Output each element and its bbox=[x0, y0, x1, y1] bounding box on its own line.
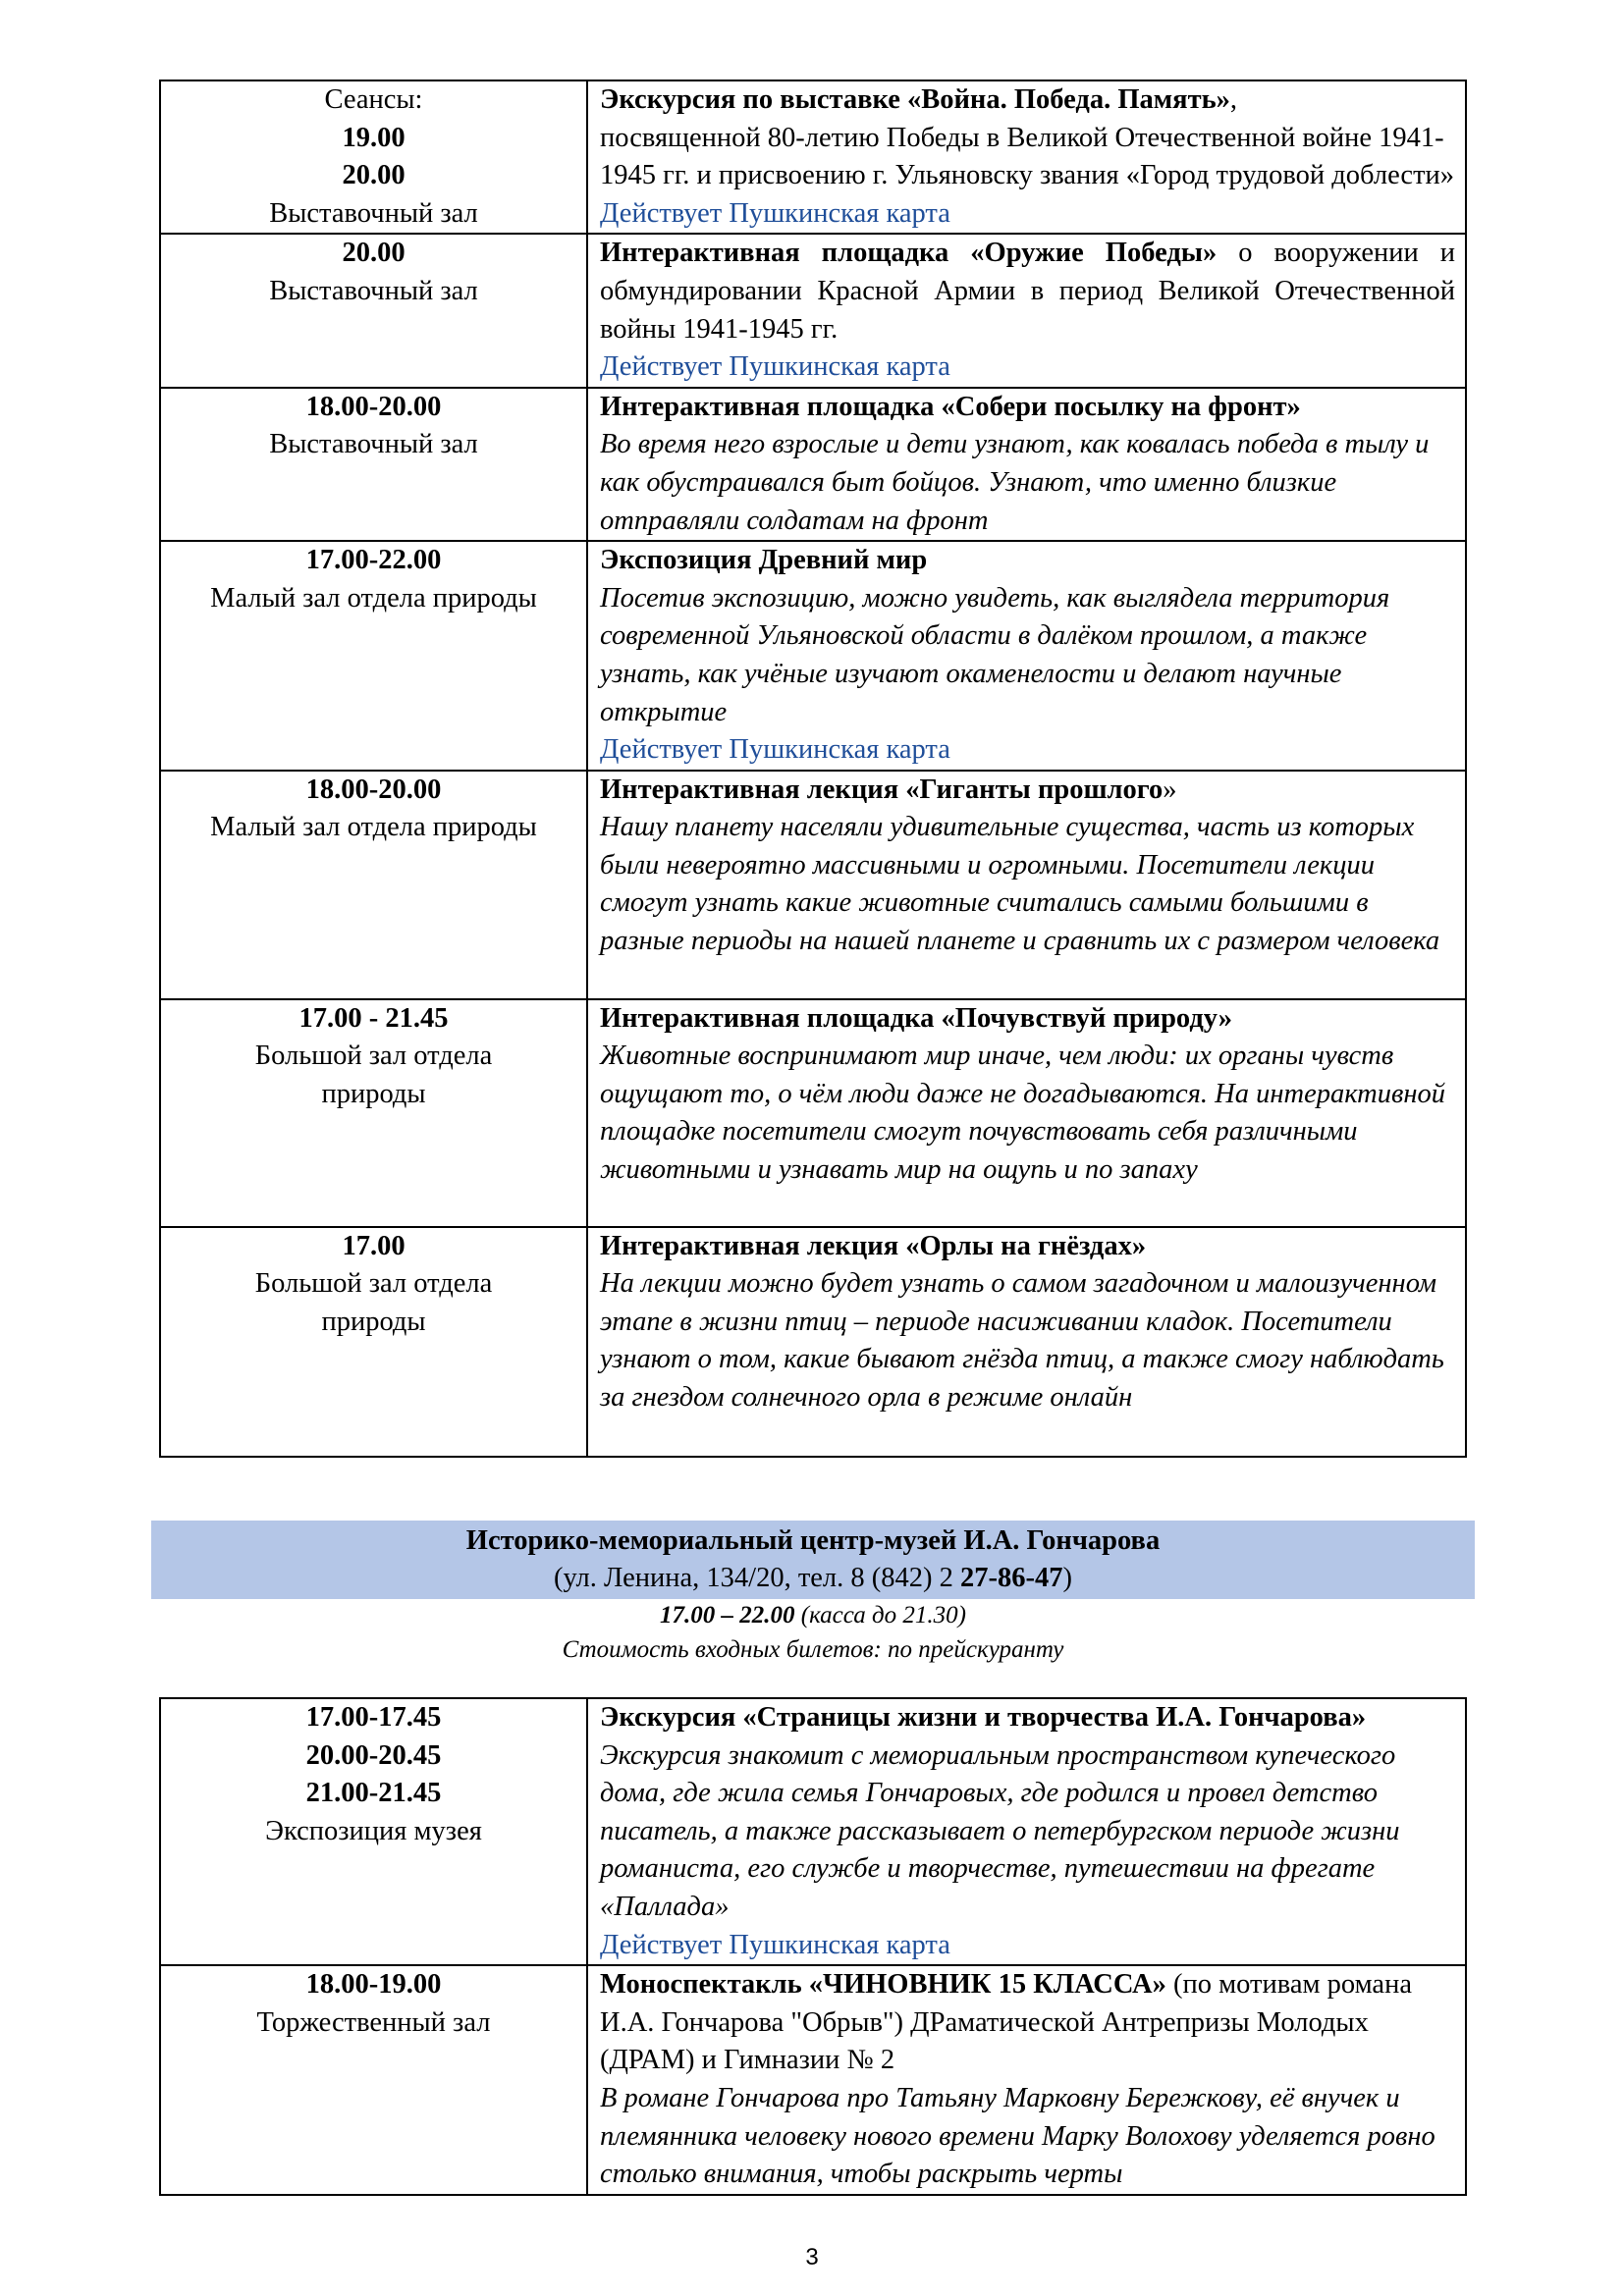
event-cell bbox=[587, 999, 1466, 1227]
pushkin-card-note: Действует Пушкинская карта bbox=[600, 197, 950, 229]
event-title: Моноспектакль «ЧИНОВНИК 15 КЛАССА» bbox=[600, 1969, 1166, 2001]
time-venue-cell bbox=[160, 541, 587, 771]
event-title: Экскурсия «Страницы жизни и творчества И.А. Гончарова» bbox=[600, 1702, 1367, 1733]
event-time: 20.00 bbox=[342, 238, 406, 269]
table-row bbox=[160, 771, 1466, 999]
time-venue-cell bbox=[160, 80, 587, 234]
events-table-goncharov bbox=[159, 1697, 1467, 2196]
event-venue: природы bbox=[321, 1306, 426, 1337]
event-title-suffix: » bbox=[1163, 774, 1177, 805]
events-table-main bbox=[159, 80, 1467, 1458]
table-row bbox=[160, 80, 1466, 234]
event-description: Во время него взрослые и дети узнают, как ковалась победа в тылу и как обустраивался быт бойцов. Узнают, что именно близкие отправляли солдатам на фронт bbox=[600, 429, 1430, 536]
event-time: 18.00-20.00 bbox=[305, 391, 442, 422]
event-time: 17.00-22.00 bbox=[305, 545, 442, 576]
event-title: Интерактивная площадка «Собери посылку на фронт» bbox=[600, 391, 1301, 422]
event-cell bbox=[587, 1965, 1466, 2195]
event-venue: Выставочный зал bbox=[269, 275, 478, 306]
table-row bbox=[160, 388, 1466, 541]
time-venue-cell bbox=[160, 1698, 587, 1965]
table-row bbox=[160, 1227, 1466, 1457]
event-description: Нашу планету населяли удивительные существа, часть из которых были невероятно массивными и огромными. Посетители лекции смогут узнать какие животные считались самыми большими в разные периоды на нашей планете и сравнить их с размером человека bbox=[600, 812, 1440, 957]
pushkin-card-note: Действует Пушкинская карта bbox=[600, 351, 950, 383]
event-description: посвященной 80-летию Победы в Великой Отечественной войне 1941-1945 гг. и присвоению г. Ульяновску звания «Город трудовой доблести» bbox=[600, 122, 1455, 191]
event-time: 18.00-19.00 bbox=[305, 1969, 442, 2001]
event-venue: Большой зал отдела bbox=[254, 1268, 493, 1300]
time-venue-cell bbox=[160, 771, 587, 999]
event-title: Экскурсия по выставке «Война. Победа. Память» bbox=[600, 84, 1230, 115]
event-venue: Выставочный зал bbox=[269, 197, 478, 229]
event-time: 17.00-17.45 bbox=[305, 1702, 442, 1733]
event-description: о вооружении и обмундировании Красной Армии в период Великой Отечественной войны 1941-1945 гг. bbox=[600, 238, 1456, 345]
museum-address-close: ) bbox=[1062, 1563, 1072, 1593]
museum-hours bbox=[151, 1599, 1475, 1632]
event-cell bbox=[587, 80, 1466, 234]
event-description: Животные воспринимают мир иначе, чем люди: их органы чувств ощущают то, о чём люди даже не догадываются. На интерактивной площадке посетители смогут почувствовать себя различными животными и узнавать мир на ощупь и по запаху bbox=[600, 1041, 1446, 1186]
event-cell bbox=[587, 541, 1466, 771]
event-time: 20.00-20.45 bbox=[305, 1739, 442, 1771]
event-cell bbox=[587, 234, 1466, 387]
event-venue: Экспозиция музея bbox=[265, 1815, 482, 1846]
event-description: Экскурсия знакомит с мемориальным пространством купеческого дома, где жила семья Гончаровых, где родился и провел детство писатель, а также рассказывает о петербургском периоде жизни романиста, его службе и творчестве, путешествии на фрегате «Паллада» bbox=[600, 1739, 1400, 1922]
museum-address-text: (ул. Ленина, 134/20, тел. 8 (842) 2 bbox=[554, 1563, 961, 1593]
event-cell bbox=[587, 1227, 1466, 1457]
museum-ticket-price: Стоимость входных билетов: по прейскуранту bbox=[562, 1636, 1064, 1663]
event-description: В романе Гончарова про Татьяну Марковну Бережкову, её внучек и племянника человеку нового времени Марку Волохову уделяется ровно столько внимания, чтобы раскрыть черты bbox=[600, 2082, 1435, 2190]
pushkin-card-note: Действует Пушкинская карта bbox=[600, 734, 950, 766]
pushkin-card-note: Действует Пушкинская карта bbox=[600, 1929, 950, 1960]
event-title: Интерактивная лекция «Гиганты прошлого bbox=[600, 774, 1164, 805]
event-time: 18.00-20.00 bbox=[305, 774, 442, 805]
time-venue-cell bbox=[160, 1965, 587, 2195]
event-venue: Торжественный зал bbox=[256, 2006, 491, 2038]
page-number: 3 bbox=[805, 2244, 819, 2270]
event-cell bbox=[587, 771, 1466, 999]
event-time: 17.00 bbox=[342, 1230, 406, 1261]
event-title-suffix: (по мотивам романа И.А. Гончарова "Обрыв") ДРаматической Антрепризы Молодых (ДРАМ) и Гимназии № 2 bbox=[600, 1969, 1412, 2076]
event-venue: Малый зал отдела природы bbox=[210, 582, 537, 614]
museum-hours-time: 17.00 – 22.00 bbox=[660, 1602, 795, 1629]
event-cell bbox=[587, 1698, 1466, 1965]
sessions-label: Сеансы: bbox=[324, 84, 423, 115]
museum-address bbox=[151, 1560, 1475, 1598]
event-title: Интерактивная площадка «Почувствуй природу» bbox=[600, 1002, 1232, 1034]
event-description: Посетив экспозицию, можно увидеть, как выглядела территория современной Ульяновской области в далёком прошлом, а также узнать, как учёные изучают окаменелости и делают научные открытие bbox=[600, 582, 1390, 727]
table-row bbox=[160, 1698, 1466, 1965]
event-venue: Малый зал отдела природы bbox=[210, 812, 537, 843]
event-time: 21.00-21.45 bbox=[305, 1778, 442, 1809]
event-venue: Выставочный зал bbox=[269, 429, 478, 460]
table-row bbox=[160, 234, 1466, 387]
museum-name: Историко-мемориальный центр-музей И.А. Гончарова bbox=[465, 1525, 1161, 1556]
event-description: На лекции можно будет узнать о самом загадочном и малоизученном этапе в жизни птиц – периоде насиживании кладок. Посетители узнают о том, какие бывают гнёзда птиц, а также смогу наблюдать за гнездом солнечного орла в режиме онлайн bbox=[600, 1268, 1444, 1414]
event-title: Экспозиция Древний мир bbox=[600, 545, 928, 576]
event-time: 20.00 bbox=[342, 160, 406, 191]
table-row bbox=[160, 999, 1466, 1227]
event-cell bbox=[587, 388, 1466, 541]
event-time: 19.00 bbox=[342, 122, 406, 153]
event-title-suffix: , bbox=[1229, 84, 1238, 115]
event-time: 17.00 - 21.45 bbox=[298, 1002, 449, 1034]
table-row bbox=[160, 1965, 1466, 2195]
time-venue-cell bbox=[160, 1227, 587, 1457]
event-venue: Большой зал отдела bbox=[254, 1041, 493, 1072]
time-venue-cell bbox=[160, 234, 587, 387]
event-title: Интерактивная площадка «Оружие Победы» bbox=[600, 238, 1218, 269]
event-title: Интерактивная лекция «Орлы на гнёздах» bbox=[600, 1230, 1147, 1261]
time-venue-cell bbox=[160, 999, 587, 1227]
museum-ticket-office: (касса до 21.30) bbox=[794, 1602, 966, 1629]
time-venue-cell bbox=[160, 388, 587, 541]
event-venue: природы bbox=[321, 1078, 426, 1109]
museum-phone: 27-86-47 bbox=[960, 1563, 1063, 1593]
table-row bbox=[160, 541, 1466, 771]
